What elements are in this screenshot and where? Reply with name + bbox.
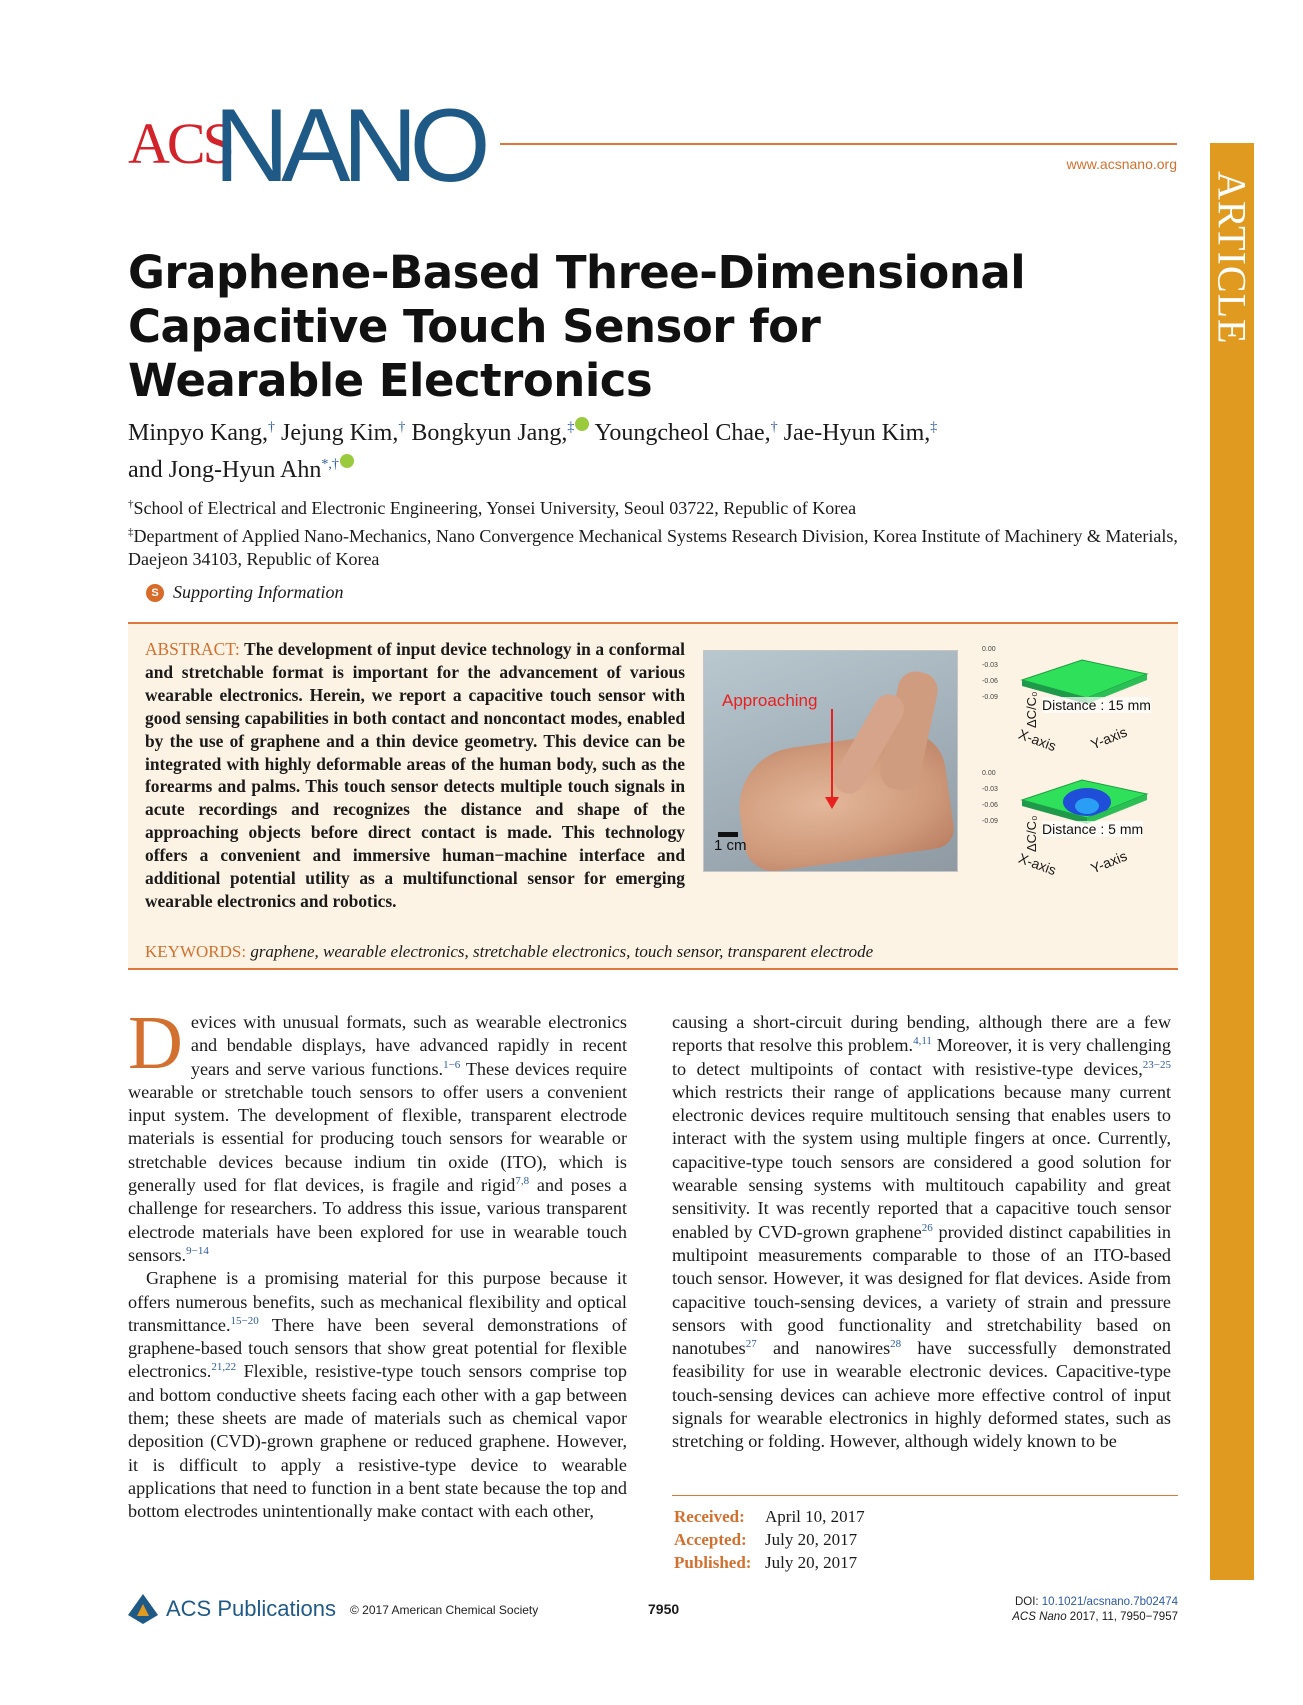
abstract	[145, 638, 685, 913]
affiliation: ‡Department of Applied Nano-Mechanics, Nano Convergence Mechanical Systems Research Division, Korea Institute of Machinery & Materials, Daejeon 34103, Republic of Korea	[128, 526, 1178, 569]
logo-nano: NANO	[214, 88, 483, 204]
plot-ticks: 0.00 -0.03 -0.06 -0.09	[982, 646, 998, 701]
doi-citation: DOI: 10.1021/acsnano.7b02474 ACS Nano 2017, 11, 7950−7957	[1012, 1596, 1178, 1623]
author[interactable]: Bongkyun Jang,‡	[411, 420, 589, 446]
plot-distance-label: Distance : 15 mm	[1042, 697, 1151, 713]
publisher-name: ACS Publications	[166, 1596, 336, 1621]
author[interactable]: Jae-Hyun Kim,‡	[783, 420, 938, 446]
plot-x-axis-label: X-axis	[1016, 849, 1059, 879]
citation-details: 2017, 11, 7950−7957	[1066, 1611, 1178, 1623]
keywords	[145, 942, 1165, 962]
reference-link[interactable]: 9−14	[186, 1244, 209, 1257]
plot-x-axis-label: X-axis	[1016, 725, 1059, 755]
acs-emblem-icon	[128, 1594, 158, 1624]
publication-dates	[674, 1505, 865, 1574]
reference-link[interactable]: 21,22	[211, 1361, 237, 1374]
date-row: Accepted: July 20, 2017	[674, 1530, 858, 1549]
supporting-info-icon: S	[146, 584, 164, 602]
journal-url-link[interactable]: www.acsnano.org	[1066, 156, 1177, 172]
reference-link[interactable]: 28	[890, 1338, 902, 1351]
body-paragraph: Graphene is a promising material for this purpose because it offers numerous benefits, such as mechanical flexibility and optical transmittance.$^{15-20}$ There have been several demonstrations of graphene-based touch sensors that show great potential for flexible electronics.$^{21,22}$ Flexible, resistive-type touch sensors comprise top and bottom conductive sheets facing each other with a gap between them; these sheets are made of materials such as chemical vapor deposition (CVD)-grown graphene or reduced graphene. However, it is difficult to apply a resistive-type device to wearable applications that need to function in a bent state because the top and bottom electrodes unintentionally make contact with each other,	[128, 1268, 627, 1522]
reference-link[interactable]: 1−6	[443, 1058, 461, 1071]
reference-link[interactable]: 26	[921, 1221, 933, 1234]
reference-link[interactable]: 27	[745, 1338, 757, 1351]
section-tab-label: ARTICLE	[1209, 171, 1255, 345]
body-paragraph: causing a short-circuit during bending, although there are a few reports that resolve this problem.$^{4,11}$ Moreover, it is very challenging to detect multipoints of contact with resistive-type devices,$^{23-25}$ which restricts their range of applications because many current electronic devices require multitouch sensing that enables users to interact with the system using multiple fingers at once. Currently, capacitive-type touch sensors are considered a good solution for wearable sensing systems with multitouch capability and great sensitivity. It was recently reported that a capacitive touch sensor enabled by CVD-grown graphene$^{26}$ provided distinct capabilities in multipoint measurements comparable to those of an ITO-based touch sensor. However, it was designed for flat devices. Aside from capacitive touch-sensing devices, a variety of strain and pressure sensors with good functionality and stretchability based on nanotubes$^{27}$ and nanowires$^{28}$ have successfully demonstrated feasibility for use in wearable electronic devices. Capacitive-type touch-sensing devices can achieve more effective control of input signals for wearable electronics in highly deformed states, such as stretching or folding. However, although widely known to be	[672, 1012, 1171, 1452]
affiliation: †School of Electrical and Electronic Engineering, Yonsei University, Seoul 03722, Republic of Korea	[128, 498, 857, 518]
author[interactable]: Minpyo Kang,†	[128, 420, 275, 446]
approaching-label: Approaching	[722, 691, 818, 710]
keywords-list: graphene, wearable electronics, stretchable electronics, touch sensor, transparent electrode	[250, 942, 874, 961]
doi-link[interactable]: 10.1021/acsnano.7b02474	[1041, 1596, 1178, 1608]
journal-logo	[128, 88, 508, 204]
body-column-right	[672, 1011, 1171, 1454]
logo-acs: ACS	[128, 111, 232, 176]
reference-link[interactable]: 7,8	[515, 1175, 530, 1188]
orcid-icon[interactable]	[575, 417, 589, 431]
acs-publications-logo[interactable]	[128, 1594, 336, 1624]
keywords-heading: KEYWORDS:	[145, 942, 247, 961]
reference-link[interactable]: 23−25	[1142, 1058, 1171, 1071]
header-rule	[500, 143, 1177, 145]
author[interactable]: and Jong-Hyun Ahn*,†	[128, 457, 354, 483]
capacitance-plot-15mm	[968, 640, 1158, 758]
approach-arrow-head	[825, 797, 839, 809]
toc-photo	[703, 650, 958, 872]
page-number: 7950	[648, 1601, 680, 1617]
plot-y-axis-label: Y-axis	[1088, 847, 1130, 877]
dates-rule	[672, 1495, 1178, 1496]
supporting-info-label: Supporting Information	[173, 582, 344, 602]
author-list	[128, 412, 1188, 486]
abstract-body: The development of input device technology in a conformal and stretchable format is important for the advancement of various wearable electronics. Herein, we report a capacitive touch sensor with good sensing capabilities in both contact and noncontact modes, enabled by the use of graphene and a thin device geometry. This device can be integrated with highly deformable areas of the human body, such as the forearms and palms. This touch sensor detects multiple touch signals in acute recordings and recognizes the distance and shape of the approaching objects before direct contact is made. This technology offers a convenient and immersive human−machine interface and additional potential utility as a multifunctional sensor for emerging wearable electronics and robotics.	[145, 639, 685, 911]
body-paragraph: Devices with unusual formats, such as wearable electronics and bendable displays, have advanced rapidly in recent years and serve various functions.$^{1-6}$ These devices require wearable or stretchable touch sensors to offer users a convenient input system. The development of flexible, transparent electrode materials is essential for producing touch sensors for wearable or stretchable devices because indium tin oxide (ITO), which is generally used for flat devices, is fragile and rigid$^{7,8}$ and poses a challenge for researchers. To address this issue, various transparent electrode materials have been explored for use in wearable touch sensors.$^{9-14}$	[128, 1001, 627, 1265]
supporting-information-link[interactable]	[146, 582, 344, 603]
plot-ticks: 0.00 -0.03 -0.06 -0.09	[982, 770, 998, 825]
plot-y-label: ΔC/C₀	[1024, 691, 1039, 728]
date-row: Published: July 20, 2017	[674, 1553, 858, 1572]
plot-y-label: ΔC/C₀	[1024, 815, 1039, 852]
body-column-left	[128, 1001, 627, 1524]
capacitance-plot-5mm	[968, 764, 1158, 882]
section-tab	[1210, 143, 1254, 373]
date-row: Received: April 10, 2017	[674, 1507, 865, 1526]
scale-label: 1 cm	[714, 837, 747, 854]
abstract-heading: ABSTRACT:	[145, 639, 240, 659]
dropcap: D	[128, 1001, 183, 1085]
plot-y-axis-label: Y-axis	[1088, 723, 1130, 753]
copyright: © 2017 American Chemical Society	[350, 1603, 539, 1617]
plot-distance-label: Distance : 5 mm	[1042, 821, 1144, 837]
page-footer	[128, 1592, 1178, 1632]
author[interactable]: Youngcheol Chae,†	[594, 420, 778, 446]
reference-link[interactable]: 15−20	[230, 1314, 259, 1327]
citation-journal: ACS Nano	[1012, 1611, 1067, 1623]
approach-arrow	[831, 709, 833, 801]
article-title: Graphene-Based Three-Dimensional Capacitive Touch Sensor for Wearable Electronics	[128, 246, 1026, 407]
reference-link[interactable]: 4,11	[913, 1035, 932, 1048]
orcid-icon[interactable]	[340, 454, 354, 468]
author[interactable]: Jejung Kim,†	[281, 420, 406, 446]
